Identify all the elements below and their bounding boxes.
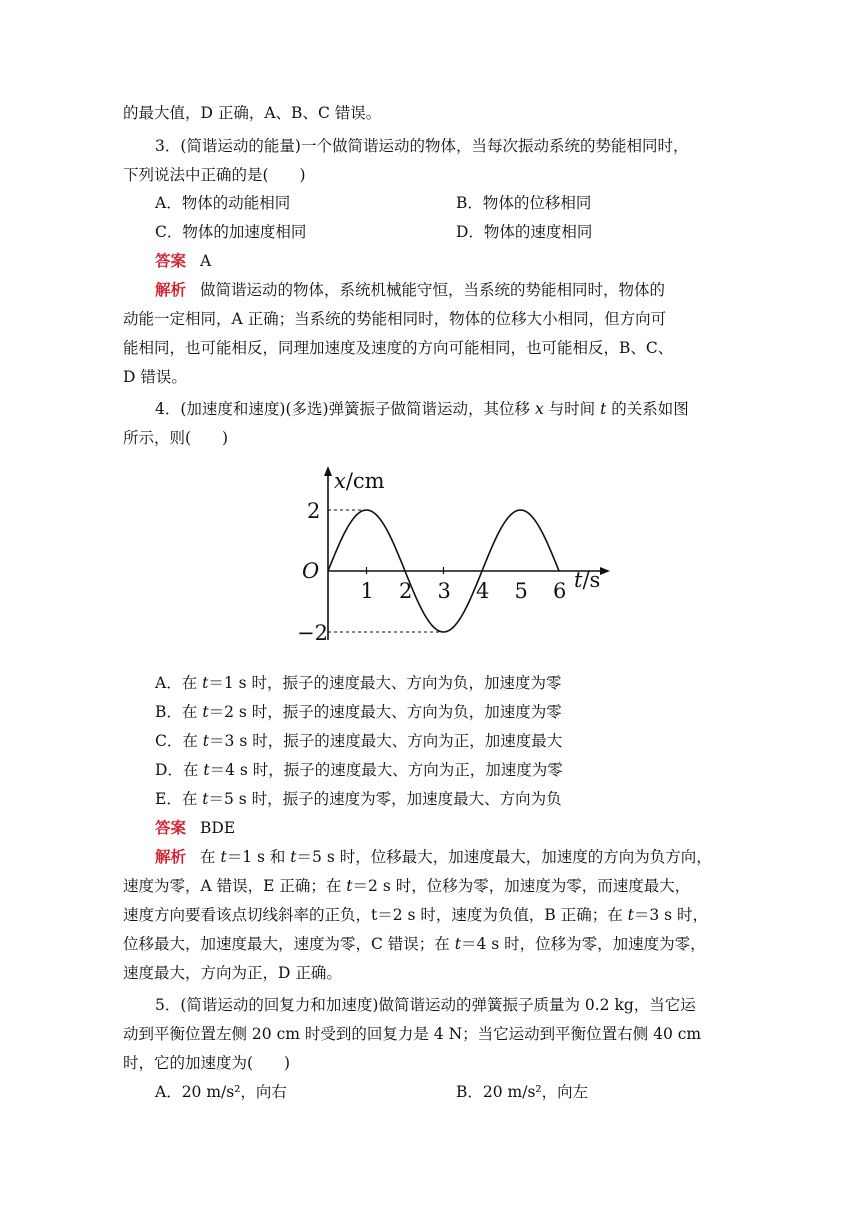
answer-value: A	[200, 252, 212, 270]
option-4e: E．在 t＝5 s 时，振子的速度为零，加速度最大、方向为负	[155, 790, 562, 808]
y-axis-label: x/cm	[334, 469, 385, 493]
option-3b: B．物体的位移相同	[456, 194, 592, 212]
explanation-3-line-1	[155, 280, 665, 300]
option-4a: A．在 t＝1 s 时，振子的速度最大、方向为负，加速度为零	[155, 674, 562, 692]
displacement-time-graph	[294, 460, 620, 660]
option-3a: A．物体的动能相同	[155, 194, 291, 212]
x-axis-label: t/s	[574, 568, 601, 592]
question-3-stem-cont: 下列说法中正确的是( )	[123, 166, 306, 184]
option-5a: A．20 m/s²，向右	[155, 1083, 287, 1101]
answer-label: 答案	[155, 251, 187, 270]
x-tick-labels	[361, 579, 567, 603]
question-4-stem: 4．(加速度和速度)(多选)弹簧振子做简谐运动，其位移 x 与时间 t 的关系如图	[155, 400, 689, 418]
explanation-3-line-4: D 错误。	[123, 368, 187, 386]
option-5b: B．20 m/s²，向左	[456, 1083, 589, 1101]
y-tick-label: −2	[297, 621, 328, 645]
explanation-3-line-3: 能相同，也可能相反，同理加速度及速度的方向可能相同，也可能相反，B、C、	[123, 339, 674, 357]
option-4b: B．在 t＝2 s 时，振子的速度最大、方向为负，加速度为零	[155, 703, 562, 721]
y-tick-label: 2	[307, 499, 321, 523]
question-3-stem: 3．(简谐运动的能量)一个做简谐运动的物体，当每次振动系统的势能相同时，	[155, 137, 689, 155]
explanation-4-line-4: 位移最大，加速度最大，速度为零，C 错误；在 t＝4 s 时，位移为零，加速度为零，	[123, 935, 706, 953]
x-axis-arrow	[600, 567, 610, 575]
explanation-text: 在 t＝1 s 和 t＝5 s 时，位移最大，加速度最大，加速度的方向为负方向，	[200, 848, 712, 866]
x-tick-label: 6	[553, 579, 567, 603]
explanation-label: 解析	[155, 847, 187, 866]
answer-3	[155, 251, 211, 271]
answer-value: BDE	[200, 819, 236, 837]
explanation-4-line-5: 速度最大，方向为正，D 正确。	[123, 964, 342, 982]
question-5-stem-cont-2: 时，它的加速度为( )	[123, 1054, 291, 1072]
origin-label: O	[302, 559, 320, 583]
explanation-label: 解析	[155, 280, 187, 299]
x-tick-label: 2	[399, 579, 413, 603]
option-4d: D．在 t＝4 s 时，振子的速度最大、方向为正，加速度为零	[155, 761, 563, 779]
option-3d: D．物体的速度相同	[456, 223, 593, 241]
question-4-stem-cont: 所示，则( )	[123, 429, 229, 447]
x-tick-label: 3	[437, 579, 451, 603]
answer-label: 答案	[155, 818, 187, 837]
x-tick-label: 5	[514, 579, 528, 603]
explanation-4-line-2: 速度为零，A 错误，E 正确；在 t＝2 s 时，位移为零，加速度为零，而速度最大，	[123, 877, 691, 895]
option-4c: C．在 t＝3 s 时，振子的速度最大、方向为正，加速度最大	[155, 732, 563, 750]
question-5-stem: 5．(简谐运动的回复力和加速度)做简谐运动的弹簧振子质量为 0.2 kg，当它运	[155, 996, 696, 1014]
x-tick-label: 4	[476, 579, 490, 603]
explanation-3-line-2: 动能一定相同，A 正确；当系统的势能相同时，物体的位移大小相同，但方向可	[123, 310, 667, 328]
explanation-4-line-1	[155, 847, 712, 867]
answer-4	[155, 818, 235, 838]
explanation-4-line-3: 速度方向要看该点切线斜率的正负，t＝2 s 时，速度为负值，B 正确；在 t＝3 s 时，	[123, 906, 709, 924]
question-5-stem-cont: 动到平衡位置左侧 20 cm 时受到的回复力是 4 N；当它运动到平衡位置右侧 40 cm	[123, 1025, 702, 1043]
x-tick-label: 1	[360, 579, 374, 603]
explanation-text: 做简谐运动的物体，系统机械能守恒，当系统的势能相同时，物体的	[200, 281, 666, 299]
option-3c: C．物体的加速度相同	[155, 223, 307, 241]
text-line: 的最大值，D 正确，A、B、C 错误。	[123, 104, 382, 122]
y-axis-arrow	[324, 466, 332, 476]
